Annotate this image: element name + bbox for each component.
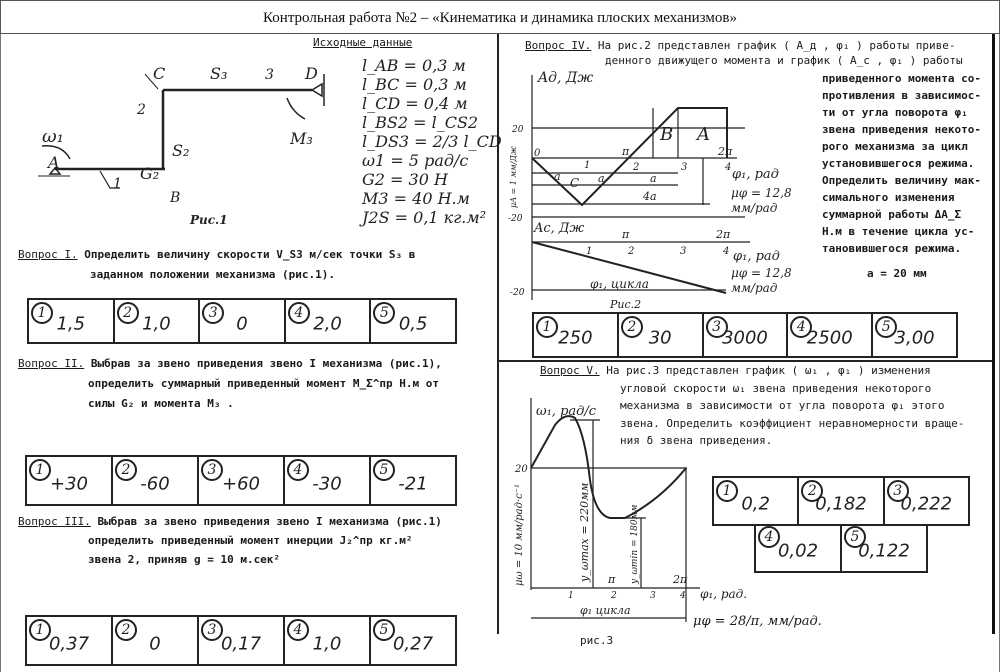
- phi-axis-label: φ₁, рад: [733, 249, 780, 264]
- answer-option[interactable]: [371, 300, 455, 342]
- option-value: 0,222: [900, 493, 953, 515]
- question-label: Вопрос IV.: [525, 39, 592, 52]
- answer-option[interactable]: [371, 617, 455, 664]
- option-number: 4: [758, 526, 780, 548]
- option-value: 0: [149, 633, 161, 655]
- answers-q1: [27, 298, 457, 344]
- page-title: Контрольная работа №2 – «Кинематика и динамика плоских механизмов»: [0, 0, 1000, 34]
- answer-option[interactable]: [842, 524, 926, 571]
- answer-option[interactable]: [200, 300, 286, 342]
- question-text: звена 2, приняв g = 10 м.сек²: [88, 553, 281, 566]
- tick-label: π: [622, 145, 630, 158]
- option-value: 1,0: [312, 633, 342, 655]
- a-value: a = 20 мм: [867, 267, 927, 280]
- answer-option[interactable]: [27, 617, 113, 664]
- tick-label: 4: [725, 162, 732, 173]
- option-number: 1: [716, 480, 738, 502]
- option-number: 3: [202, 302, 224, 324]
- question-text: Определить величину скорости V_S3 м/сек точки S₃ в: [84, 248, 416, 261]
- tick-label: 20: [515, 464, 528, 475]
- option-value: 0,5: [398, 313, 428, 335]
- tick-label: 0: [534, 148, 541, 159]
- question-4-body: приведенного момента со- противления в зависимос- ти от угла поворота φ₁ звена приведения некото- рого механизма за цикл установившегося режима. Определить величину мак- симального изменения суммарной работы ΔA_Σ Н.м в течение цикла ус- тановившегося режима. a = 20 мм: [822, 72, 981, 280]
- tick-label: 2π: [673, 573, 688, 586]
- tick-label: π: [622, 228, 630, 241]
- label-b: B: [170, 190, 181, 206]
- cycle-label: φ₁ цикла: [580, 604, 631, 617]
- option-value: 3,00: [894, 327, 935, 349]
- answer-option[interactable]: [27, 457, 113, 504]
- tick-label: 4: [723, 246, 730, 257]
- param: l_BS2 = l_CS2: [362, 113, 479, 132]
- label-omega1: ω₁: [42, 126, 64, 147]
- label-link2: 2: [137, 102, 146, 118]
- answer-option[interactable]: [619, 314, 704, 356]
- question-text: механизма в зависимости от угла поворота φ₁ этого: [620, 399, 945, 412]
- option-number: 3: [887, 480, 909, 502]
- initial-data-heading: Исходные данные: [313, 36, 413, 49]
- parameters-list: [362, 56, 502, 227]
- param: l_AB = 0,3 м: [362, 56, 466, 75]
- tick-label: -20: [508, 214, 523, 224]
- region-label: B: [660, 124, 674, 145]
- answer-option[interactable]: [885, 478, 968, 524]
- answer-option[interactable]: [756, 524, 842, 571]
- right-border: [992, 34, 995, 634]
- option-value: 0,27: [392, 633, 434, 655]
- param: l_BC = 0,3 м: [362, 75, 467, 94]
- option-number: 4: [287, 619, 309, 641]
- answer-option[interactable]: [113, 457, 199, 504]
- omega-axis-label: ω₁, рад/с: [536, 404, 597, 419]
- answer-option[interactable]: [799, 478, 884, 524]
- param: G2 = 30 Н: [362, 170, 448, 189]
- option-value: 0,17: [220, 633, 262, 655]
- ad-axis-label: Aд, Дж: [538, 70, 594, 86]
- answers-q5-row1: [712, 476, 970, 526]
- scale-label: μω = 10 мм/рад·с⁻¹: [514, 483, 525, 586]
- answer-option[interactable]: [113, 617, 199, 664]
- ac-axis-label: Ac, Дж: [534, 221, 585, 236]
- option-number: 3: [201, 619, 223, 641]
- tick-label: 1: [584, 160, 591, 171]
- label-m3: M₃: [290, 129, 313, 148]
- tick-label: 3: [681, 162, 688, 173]
- tick-label: 3: [680, 246, 687, 257]
- region-label: A: [697, 124, 710, 145]
- option-number: 4: [288, 302, 310, 324]
- question-3: [18, 512, 442, 569]
- dim-label: 4a: [643, 190, 657, 203]
- question-text: определить суммарный приведенный момент M_Σ^пр Н.м от: [88, 377, 439, 390]
- label-s3: S₃: [210, 64, 228, 83]
- scale-label: μφ = 12,8 мм/рад: [731, 266, 792, 295]
- option-value: 250: [558, 327, 593, 349]
- tick-label: 2: [633, 162, 640, 173]
- option-number: 5: [875, 316, 897, 338]
- tick-label: 1: [586, 246, 593, 257]
- option-value: -30: [312, 473, 342, 495]
- answers-q3: [25, 615, 457, 666]
- option-number: 2: [117, 302, 139, 324]
- option-number: 3: [706, 316, 728, 338]
- tick-label: 2π: [718, 145, 733, 158]
- option-number: 5: [373, 459, 395, 481]
- param: l_CD = 0,4 м: [362, 94, 468, 113]
- option-value: -21: [398, 473, 428, 495]
- option-value: 0,182: [815, 493, 867, 515]
- tick-label: -20: [510, 288, 525, 298]
- mu-phi-label: μφ = 28/π, мм/рад.: [693, 614, 822, 629]
- label-c: C: [153, 64, 166, 83]
- answer-option[interactable]: [115, 300, 201, 342]
- tick-label: 2π: [716, 228, 731, 241]
- option-number: 1: [29, 619, 51, 641]
- dim-label: a: [598, 172, 605, 185]
- question-1: [18, 245, 415, 285]
- cycle-label: φ₁, цикла: [590, 277, 649, 291]
- answer-option[interactable]: [199, 617, 285, 664]
- answer-option[interactable]: [29, 300, 115, 342]
- answer-option[interactable]: [286, 300, 372, 342]
- question-label: Вопрос I.: [18, 248, 78, 261]
- option-value: 1,5: [56, 313, 86, 335]
- label-d: D: [305, 64, 318, 83]
- option-value: 1,0: [142, 313, 171, 335]
- option-number: 5: [844, 526, 866, 548]
- question-label: Вопрос II.: [18, 357, 85, 370]
- phi-axis-label: φ₁, рад: [732, 167, 779, 182]
- answer-option[interactable]: [285, 617, 371, 664]
- question-text: звена. Определить коэффициент неравномерности враще-: [620, 416, 965, 430]
- option-number: 5: [373, 619, 395, 641]
- param: ω1 = 5 рад/с: [362, 151, 469, 170]
- param: J2S = 0,1 кг.м²: [362, 208, 487, 227]
- label-link3: 3: [265, 67, 274, 83]
- answer-option[interactable]: [199, 457, 285, 504]
- answer-option[interactable]: [534, 314, 619, 356]
- tick-label: 3: [650, 591, 656, 601]
- ymax-label: y_ωmax = 220мм: [578, 482, 591, 582]
- question-text: Выбрав за звено приведения звено I механизма (рис.1): [97, 515, 442, 528]
- option-number: 2: [115, 619, 137, 641]
- question-label: Вопрос III.: [18, 515, 91, 528]
- answer-option[interactable]: [873, 314, 956, 356]
- answer-option[interactable]: [704, 314, 789, 356]
- fig2-caption: Рис.2: [610, 298, 642, 310]
- option-number: 2: [621, 316, 643, 338]
- question-text: угловой скорости ω₁ звена приведения некоторого: [620, 381, 932, 395]
- question-2: [18, 354, 442, 414]
- option-value: 2500: [806, 327, 853, 349]
- question-text: На рис.3 представлен график ( ω₁ , φ₁ ) изменения: [606, 364, 931, 377]
- answer-option[interactable]: [285, 457, 371, 504]
- param: M3 = 40 Н.м: [362, 189, 470, 208]
- tick-label: 4: [680, 591, 686, 601]
- option-value: 0,122: [858, 540, 910, 562]
- option-value: +30: [50, 473, 88, 495]
- label-s2: S₂: [172, 141, 190, 160]
- scale-label: μφ = 12,8 мм/рад: [731, 186, 792, 215]
- option-value: 0,02: [777, 540, 819, 562]
- scale-label: μA = 1 мм/Дж: [509, 146, 518, 208]
- question-text: На рис.2 представлен график ( A_д , φ₁ ) работы приве-: [597, 39, 956, 52]
- answers-q4: [532, 312, 958, 358]
- option-value: 0,37: [48, 633, 90, 655]
- mechanism-figure: [0, 34, 360, 234]
- option-value: 3000: [722, 327, 768, 349]
- option-number: 5: [373, 302, 395, 324]
- option-number: 3: [201, 459, 223, 481]
- ymin-label: y_ωmin = 180мм: [630, 504, 640, 584]
- option-value: +60: [222, 473, 260, 495]
- option-value: 30: [648, 327, 672, 349]
- option-value: -60: [140, 473, 170, 495]
- question-text: ния δ звена приведения.: [620, 434, 773, 447]
- label-link1: 1: [113, 176, 122, 192]
- param: l_DS3 = 2/3 l_CD: [362, 132, 502, 151]
- label-a: A: [48, 153, 60, 172]
- label-g2: G₂: [140, 164, 160, 183]
- option-number: 2: [115, 459, 137, 481]
- answer-option[interactable]: [714, 478, 799, 524]
- question-text: определить приведенный момент инерции J₂^пр кг.м²: [88, 534, 413, 547]
- dim-label: a: [554, 170, 561, 183]
- answer-option[interactable]: [371, 457, 455, 504]
- fig3-caption: рис.3: [580, 634, 614, 647]
- option-number: 1: [31, 302, 53, 324]
- option-number: 2: [801, 480, 823, 502]
- answers-q2: [25, 455, 457, 506]
- question-text: силы G₂ и момента M₃ .: [88, 397, 234, 410]
- tick-label: 2: [611, 591, 617, 601]
- question-text: денного движущего момента и график ( A_c , φ₁ ) работы: [605, 54, 963, 67]
- fig1-caption: Рис.1: [190, 213, 228, 227]
- option-number: 4: [790, 316, 812, 338]
- option-value: 0,2: [741, 493, 770, 515]
- question-text: Выбрав за звено приведения звено I механизма (рис.1),: [90, 357, 442, 370]
- tick-label: 2: [628, 246, 635, 257]
- phi-axis-label: φ₁, рад.: [700, 587, 748, 601]
- region-label: C: [570, 176, 580, 190]
- question-text: заданном положении механизма (рис.1).: [90, 268, 336, 281]
- tick-label: 1: [568, 591, 574, 601]
- dim-label: a: [650, 172, 657, 185]
- option-value: 0: [236, 313, 248, 335]
- option-number: 1: [536, 316, 558, 338]
- answers-q5-row2: [754, 524, 928, 573]
- tick-label: π: [608, 573, 616, 586]
- question-label: Вопрос V.: [540, 364, 600, 377]
- option-number: 4: [287, 459, 309, 481]
- option-value: 2,0: [313, 313, 342, 335]
- option-number: 1: [29, 459, 51, 481]
- answer-option[interactable]: [788, 314, 873, 356]
- tick-label: 20: [512, 125, 524, 135]
